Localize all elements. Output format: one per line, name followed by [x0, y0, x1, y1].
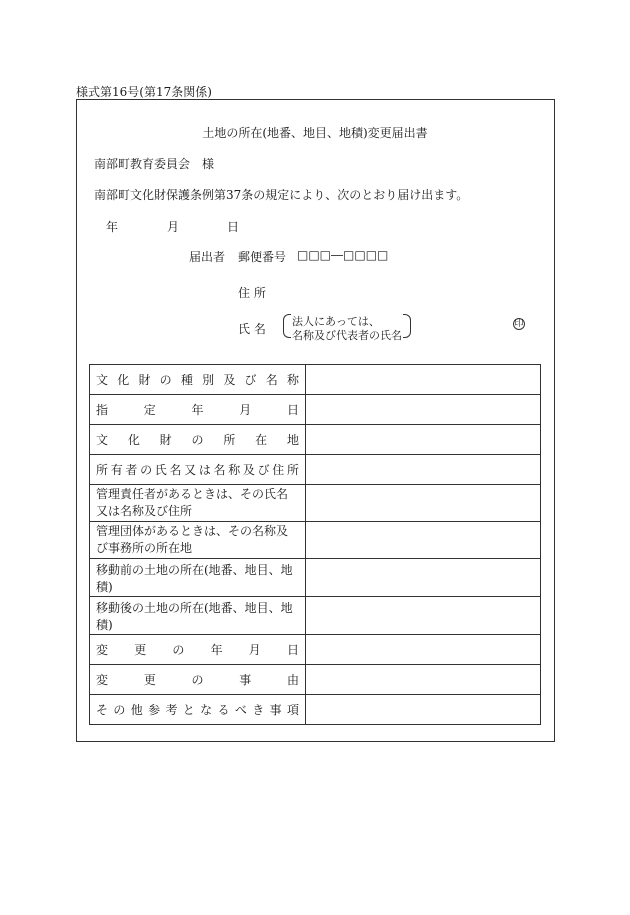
- date-month: 月: [167, 220, 180, 234]
- row-label: 文化財の種別及び名称: [90, 365, 306, 395]
- row-label: 管理責任者があるときは、その氏名又は名称及び住所: [90, 485, 306, 522]
- seal-mark: 印: [514, 319, 524, 329]
- row-label: 指定年月日: [90, 395, 306, 425]
- address-label: 住 所: [238, 286, 266, 300]
- table-row: [90, 365, 541, 395]
- row-value-field[interactable]: [306, 635, 541, 665]
- row-value-field[interactable]: [306, 395, 541, 425]
- table-row: [90, 522, 541, 559]
- table-row: [90, 395, 541, 425]
- row-value-field[interactable]: [306, 485, 541, 522]
- date-year: 年: [106, 220, 119, 234]
- row-value-field[interactable]: [306, 522, 541, 559]
- name-label: 氏 名: [238, 322, 266, 336]
- row-label: 文化財の所在地: [90, 425, 306, 455]
- submitter-label: 届出者: [189, 250, 226, 264]
- postal-code-boxes[interactable]: □□□―□□□□: [297, 248, 389, 262]
- row-value-field[interactable]: [306, 665, 541, 695]
- row-value-field[interactable]: [306, 425, 541, 455]
- corp-note-line1: 法人にあっては、: [292, 315, 380, 328]
- table-row: [90, 455, 541, 485]
- table-row: [90, 485, 541, 522]
- details-table: [89, 364, 541, 725]
- addressee: 南部町教育委員会 様: [94, 157, 215, 171]
- statement: 南部町文化財保護条例第37条の規定により、次のとおり届け出ます。: [94, 188, 469, 202]
- row-label: 変更の事由: [90, 665, 306, 695]
- postal-label: 郵便番号: [238, 250, 287, 264]
- row-label: 移動前の土地の所在(地番、地目、地積): [90, 559, 306, 597]
- table-row: [90, 635, 541, 665]
- table-row: [90, 425, 541, 455]
- row-label: 変更の年月日: [90, 635, 306, 665]
- row-label: 管理団体があるときは、その名称及び事務所の所在地: [90, 522, 306, 559]
- date-day: 日: [227, 220, 240, 234]
- table-row: [90, 665, 541, 695]
- row-value-field[interactable]: [306, 455, 541, 485]
- corp-note-line2: 名称及び代表者の氏名: [292, 329, 402, 342]
- table-row: [90, 597, 541, 635]
- table-row: [90, 559, 541, 597]
- form-number: 様式第16号(第17条関係): [76, 85, 212, 99]
- row-label: 所有者の氏名又は名称及び住所: [90, 455, 306, 485]
- bracket-left: [283, 314, 291, 338]
- table-row: [90, 695, 541, 725]
- bracket-right: [403, 314, 411, 338]
- row-value-field[interactable]: [306, 559, 541, 597]
- form-title: 土地の所在(地番、地目、地積)変更届出書: [202, 126, 428, 140]
- row-value-field[interactable]: [306, 365, 541, 395]
- row-value-field[interactable]: [306, 597, 541, 635]
- row-label: 移動後の土地の所在(地番、地目、地積): [90, 597, 306, 635]
- row-value-field[interactable]: [306, 695, 541, 725]
- row-label: その他参考となるべき事項: [90, 695, 306, 725]
